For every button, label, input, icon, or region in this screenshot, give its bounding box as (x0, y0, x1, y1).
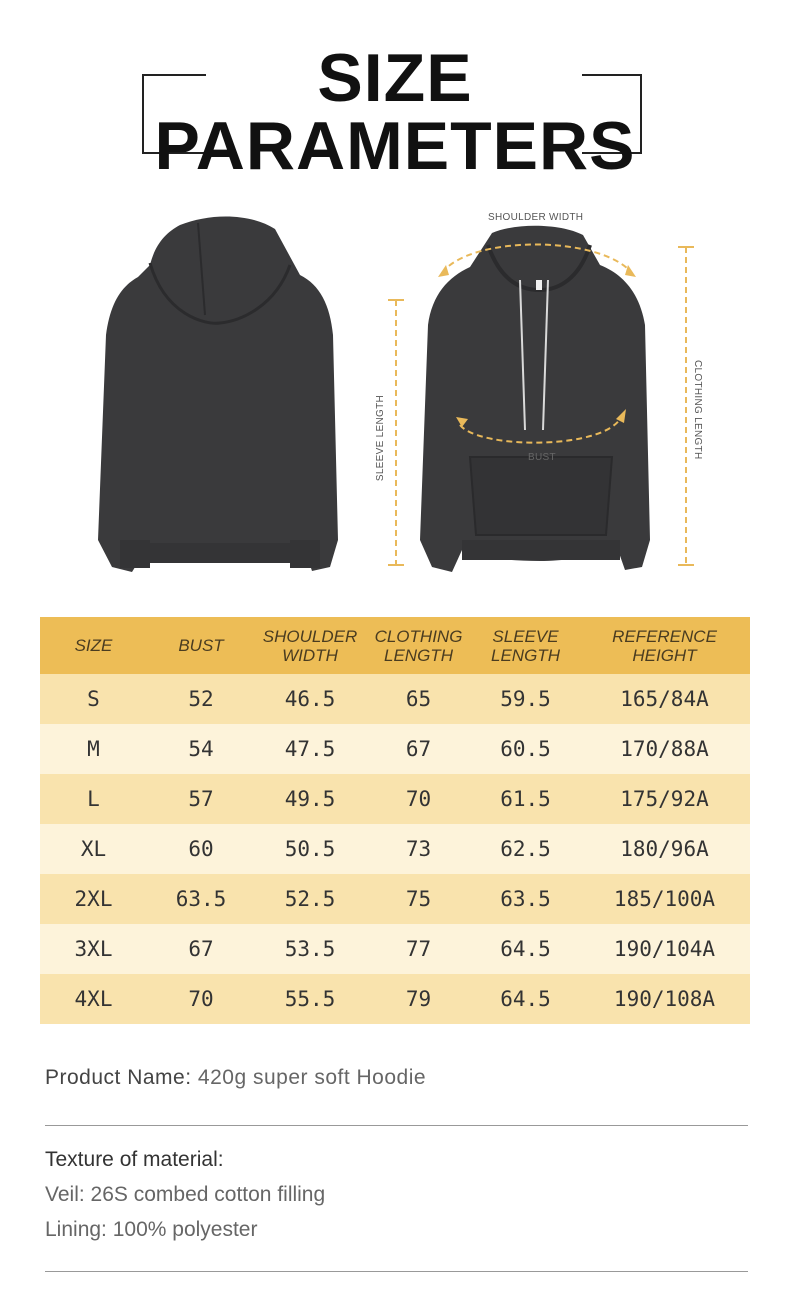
product-name-value: 420g super soft Hoodie (197, 1066, 427, 1089)
cell-reference-height: 190/108A (579, 974, 750, 1024)
cell-bust: 57 (147, 774, 255, 824)
cell-bust: 60 (147, 824, 255, 874)
cell-shoulder-width: 47.5 (255, 724, 365, 774)
cell-sleeve-length: 62.5 (472, 824, 579, 874)
cell-shoulder-width: 49.5 (255, 774, 365, 824)
page-title-line1: SIZE (317, 40, 473, 116)
cell-reference-height: 165/84A (579, 674, 750, 724)
cell-shoulder-width: 52.5 (255, 874, 365, 924)
page-title-line2: PARAMETERS (154, 108, 636, 184)
material-veil: Veil: 26S combed cotton filling (45, 1183, 326, 1206)
cell-shoulder-width: 50.5 (255, 824, 365, 874)
cell-clothing-length: 65 (365, 674, 472, 724)
cell-bust: 52 (147, 674, 255, 724)
hoodie-illustrations (0, 195, 790, 595)
cell-size: M (40, 724, 147, 774)
divider (45, 1125, 748, 1126)
cell-bust: 63.5 (147, 874, 255, 924)
cell-bust: 54 (147, 724, 255, 774)
hoodie-images (0, 195, 790, 595)
shoulder-width-label: SHOULDER WIDTH (488, 212, 584, 223)
sleeve-length-label: SLEEVE LENGTH (375, 395, 386, 482)
table-header-row (40, 617, 750, 674)
cell-reference-height: 175/92A (579, 774, 750, 824)
table-row (40, 924, 750, 974)
header-clothing-length: CLOTHING LENGTH (365, 617, 472, 674)
cell-sleeve-length: 64.5 (472, 974, 579, 1024)
cell-clothing-length: 70 (365, 774, 472, 824)
cell-reference-height: 180/96A (579, 824, 750, 874)
cell-bust: 67 (147, 924, 255, 974)
cell-reference-height: 185/100A (579, 874, 750, 924)
size-table (40, 617, 750, 1024)
product-name-label: Product Name: (45, 1066, 192, 1089)
table-row (40, 724, 750, 774)
table-row (40, 774, 750, 824)
cell-clothing-length: 75 (365, 874, 472, 924)
header-sleeve-length: SLEEVE LENGTH (472, 617, 579, 674)
hoodie-front-image (420, 226, 650, 572)
cell-size: XL (40, 824, 147, 874)
cell-shoulder-width: 46.5 (255, 674, 365, 724)
table-row (40, 674, 750, 724)
cell-size: 3XL (40, 924, 147, 974)
bust-label: BUST (528, 452, 556, 463)
cell-shoulder-width: 55.5 (255, 974, 365, 1024)
header-shoulder-width: SHOULDER WIDTH (255, 617, 365, 674)
cell-shoulder-width: 53.5 (255, 924, 365, 974)
cell-sleeve-length: 60.5 (472, 724, 579, 774)
material-lining: Lining: 100% polyester (45, 1218, 258, 1241)
cell-reference-height: 170/88A (579, 724, 750, 774)
title-block (0, 0, 790, 190)
clothing-length-label: CLOTHING LENGTH (692, 360, 703, 460)
cell-reference-height: 190/104A (579, 924, 750, 974)
divider (45, 1271, 748, 1272)
product-name-line (45, 1066, 426, 1090)
cell-size: 2XL (40, 874, 147, 924)
cell-sleeve-length: 64.5 (472, 924, 579, 974)
table-row (40, 974, 750, 1024)
header-size: SIZE (40, 617, 147, 674)
table-row (40, 824, 750, 874)
cell-size: 4XL (40, 974, 147, 1024)
header-reference-height: REFERENCE HEIGHT (579, 617, 750, 674)
cell-bust: 70 (147, 974, 255, 1024)
table-row (40, 874, 750, 924)
cell-sleeve-length: 63.5 (472, 874, 579, 924)
cell-clothing-length: 67 (365, 724, 472, 774)
cell-sleeve-length: 61.5 (472, 774, 579, 824)
cell-sleeve-length: 59.5 (472, 674, 579, 724)
cell-size: S (40, 674, 147, 724)
cell-clothing-length: 77 (365, 924, 472, 974)
cell-clothing-length: 73 (365, 824, 472, 874)
hoodie-back-image (98, 216, 338, 572)
header-bust: BUST (147, 617, 255, 674)
cell-size: L (40, 774, 147, 824)
material-title: Texture of material: (45, 1148, 224, 1171)
cell-clothing-length: 79 (365, 974, 472, 1024)
